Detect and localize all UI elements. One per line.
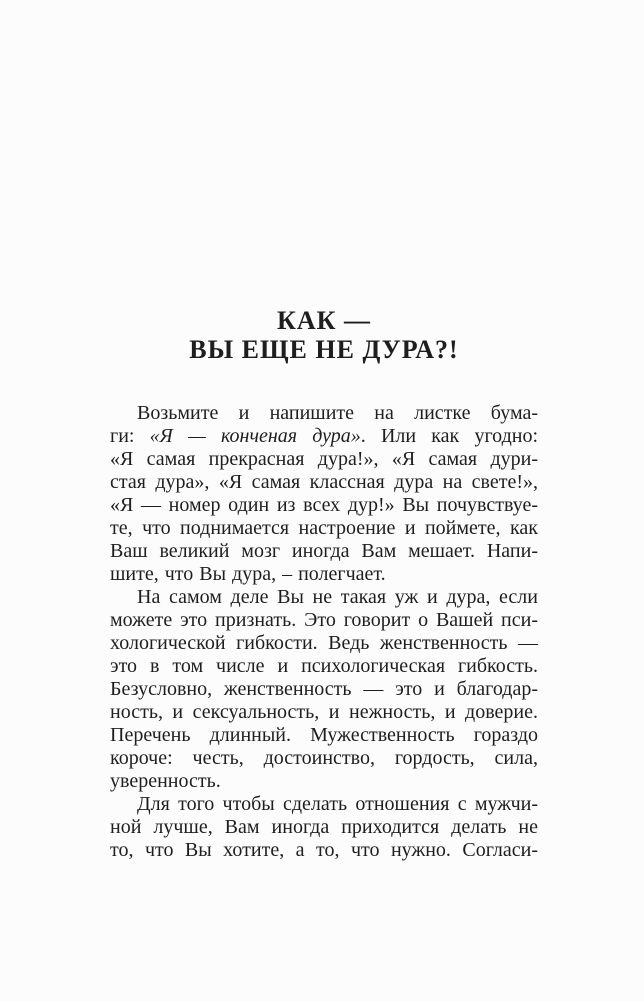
text-segment: короче: честь, достоинство, гордость, сила,	[110, 747, 538, 769]
paragraph	[110, 793, 538, 862]
text-line	[110, 678, 538, 701]
text-segment: то, что Вы хотите, а то, что нужно. Согласи-	[110, 839, 538, 861]
text-line	[110, 494, 538, 517]
text-line	[110, 770, 538, 793]
text-line	[110, 839, 538, 862]
chapter-title-line-2: ВЫ ЕЩЕ НЕ ДУРА?!	[189, 335, 459, 364]
text-segment: . Или как угодно:	[360, 425, 539, 447]
text-segment: хологической гибкости. Ведь женственность —	[110, 632, 538, 654]
body-text	[110, 402, 538, 862]
text-segment: уверенность.	[110, 770, 221, 792]
text-line	[110, 701, 538, 724]
paragraph	[110, 586, 538, 793]
text-column	[110, 306, 538, 862]
italic-quote: «Я — конченая дура»	[149, 425, 361, 447]
text-segment: ность, и сексуальность, и нежность, и доверие.	[110, 701, 538, 723]
text-segment: Для того чтобы сделать отношения с мужчи-	[137, 793, 538, 815]
text-segment: Ваш великий мозг иногда Вам мешает. Напи-	[110, 540, 538, 562]
text-segment: На самом деле Вы не такая уж и дура, если	[137, 586, 538, 608]
text-line	[110, 517, 538, 540]
text-segment: ги:	[110, 425, 150, 447]
text-segment: «Я самая прекрасная дура!», «Я самая дури-	[110, 448, 538, 470]
text-segment: ной лучше, Вам иногда приходится делать не	[110, 816, 538, 838]
text-line	[110, 724, 538, 747]
text-line	[110, 609, 538, 632]
text-line	[110, 586, 538, 609]
text-segment: Безусловно, женственность — это и благодар-	[110, 678, 538, 700]
text-segment: Перечень длинный. Мужественность гораздо	[110, 724, 538, 746]
text-line	[110, 563, 538, 586]
text-line	[110, 747, 538, 770]
text-line	[110, 655, 538, 678]
text-segment: Возьмите и напишите на листке бума-	[137, 402, 538, 424]
text-segment: шите, что Вы дура, – полегчает.	[110, 563, 386, 585]
text-line	[110, 540, 538, 563]
text-segment: «Я — номер один из всех дур!» Вы почувствуе-	[110, 494, 538, 516]
chapter-title-line-1: КАК —	[277, 306, 371, 335]
text-line	[110, 402, 538, 425]
text-line	[110, 816, 538, 839]
text-line	[110, 793, 538, 816]
chapter-title	[110, 306, 538, 364]
text-segment: можете это признать. Это говорит о Вашей пси-	[110, 609, 538, 631]
text-line	[110, 471, 538, 494]
paragraph	[110, 402, 538, 586]
text-line	[110, 632, 538, 655]
text-segment: это в том числе и психологическая гибкость.	[110, 655, 538, 677]
text-line	[110, 448, 538, 471]
text-segment: стая дура», «Я самая классная дура на свете!»,	[110, 471, 538, 493]
text-segment: те, что поднимается настроение и поймете, как	[110, 517, 538, 539]
text-line	[110, 425, 538, 448]
